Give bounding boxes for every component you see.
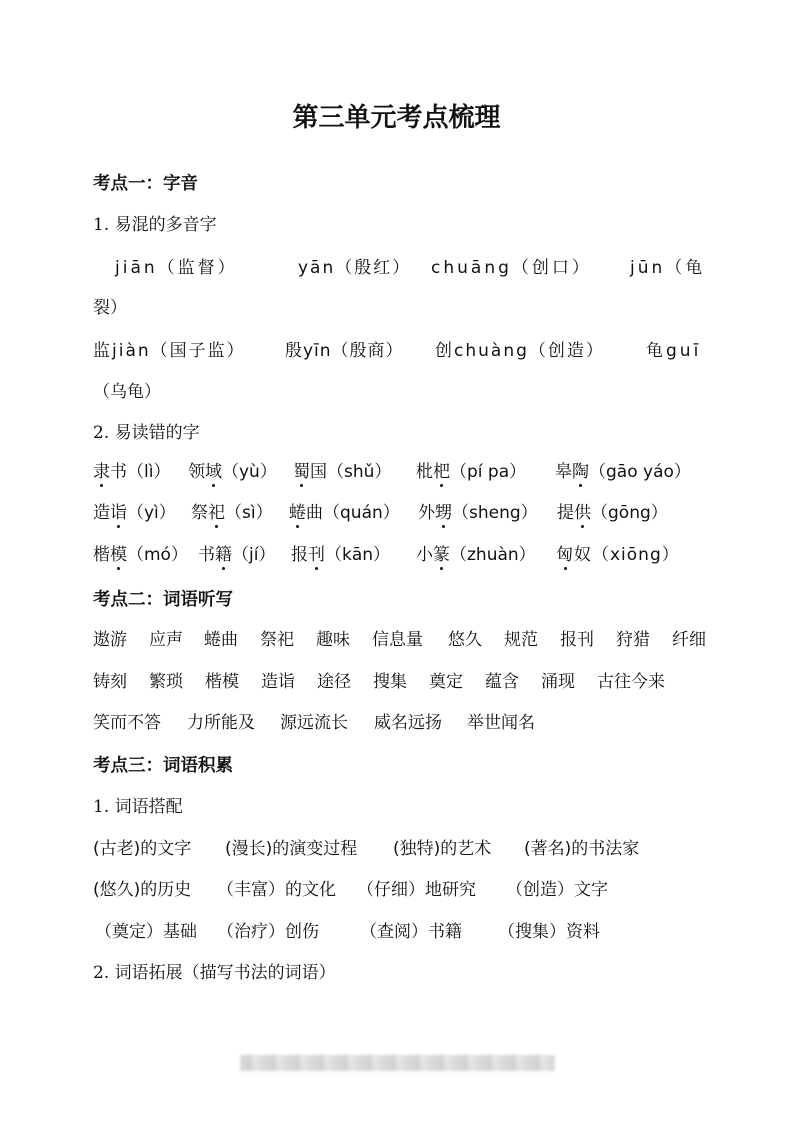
polyphonic-item: jūn（龟 — [630, 258, 706, 278]
polyphonic-item: 殷yīn（殷商） — [285, 341, 404, 361]
subheading-extension: 2. 词语拓展（描写书法的词语） — [93, 963, 336, 983]
misread-item: 祭祀（sì） — [191, 503, 273, 523]
word-item: 蜷曲 — [204, 630, 238, 650]
word-item: 狩猎 — [616, 630, 650, 650]
collocation-item: （查阅）书籍 — [360, 922, 462, 942]
word-item: 搜集 — [373, 672, 407, 692]
collocation-item: (著名)的书法家 — [524, 839, 640, 859]
section-heading-dictation: 考点二：词语听写 — [93, 590, 233, 610]
polyphonic-item: chuāng（创口） — [431, 258, 592, 278]
word-item: 笑而不答 — [93, 713, 161, 733]
polyphonic-item: yān（殷红） — [298, 258, 412, 278]
misread-item: 领域（yù） — [188, 462, 277, 482]
word-item: 力所能及 — [187, 713, 255, 733]
misread-item: 报刊（kān） — [291, 545, 391, 565]
word-item: 涌现 — [541, 672, 575, 692]
misread-item: 隶书（lì） — [93, 462, 171, 482]
misread-item: 小篆（zhuàn） — [416, 545, 536, 565]
misread-item: 蜷曲（quán） — [289, 503, 400, 523]
section-heading-vocabulary: 考点三：词语积累 — [93, 756, 233, 776]
polyphonic-item: 创chuàng（创造） — [435, 341, 605, 361]
word-item: 遨游 — [93, 630, 127, 650]
misread-item: 提供（gōng） — [557, 503, 668, 523]
misread-item: 造诣（yì） — [93, 503, 176, 523]
word-item: 应声 — [149, 630, 183, 650]
misread-item: 书籍（jí） — [198, 545, 276, 565]
word-item: 悠久 — [448, 630, 482, 650]
word-item: 举世闻名 — [467, 713, 535, 733]
page-title: 第三单元考点梳理 — [292, 103, 501, 133]
word-item: 造诣 — [261, 672, 295, 692]
word-item: 途径 — [317, 672, 351, 692]
word-item: 楷模 — [205, 672, 239, 692]
collocation-item: （奠定）基础 — [95, 922, 197, 942]
section-heading-pronunciation: 考点一：字音 — [93, 174, 198, 194]
subheading-misread: 2. 易读错的字 — [93, 423, 200, 443]
misread-item: 匈奴（xiōng） — [556, 545, 680, 565]
word-item: 趣味 — [316, 630, 350, 650]
word-item: 繁琐 — [149, 672, 183, 692]
collocation-item: (悠久)的历史 — [93, 880, 192, 900]
misread-item: 外甥（sheng） — [418, 503, 538, 523]
collocation-item: （搜集）资料 — [498, 922, 600, 942]
polyphonic-item: 监jiàn（国子监） — [93, 341, 246, 361]
word-item: 祭祀 — [260, 630, 294, 650]
collocation-item: （丰富）的文化 — [217, 880, 336, 900]
collocation-item: （仔细）地研究 — [357, 880, 476, 900]
polyphonic-item: jiān（监督） — [115, 258, 238, 278]
misread-item: 蜀国（shǔ） — [293, 462, 392, 482]
polyphonic-item: 龟guī — [646, 341, 702, 361]
word-item: 铸刻 — [93, 672, 127, 692]
collocation-item: (古老)的文字 — [93, 839, 192, 859]
collocation-item: (独特)的艺术 — [393, 839, 492, 859]
word-item: 威名远扬 — [374, 713, 442, 733]
word-item: 蕴含 — [485, 672, 519, 692]
collocation-item: (漫长)的演变过程 — [225, 839, 358, 859]
word-item: 源远流长 — [280, 713, 348, 733]
misread-item: 楷模（mó） — [93, 545, 188, 565]
word-item: 报刊 — [560, 630, 594, 650]
subheading-collocation: 1. 词语搭配 — [93, 797, 183, 817]
blurred-footer-watermark — [240, 1055, 555, 1071]
misread-item: 枇杷（pí pa） — [416, 462, 527, 482]
word-item: 规范 — [504, 630, 538, 650]
subheading-polyphonic: 1. 易混的多音字 — [93, 215, 217, 235]
word-item: 信息量 — [372, 630, 423, 650]
misread-item: 皋陶（gāo yáo） — [555, 462, 691, 482]
collocation-item: （治疗）创伤 — [217, 922, 319, 942]
word-item: 古往今来 — [597, 672, 665, 692]
word-item: 纤细 — [672, 630, 706, 650]
word-item: 奠定 — [429, 672, 463, 692]
collocation-item: （创造）文字 — [506, 880, 608, 900]
polyphonic-row-1-wrap: 裂） — [93, 298, 127, 318]
polyphonic-row-2-wrap: （乌龟） — [93, 382, 161, 402]
